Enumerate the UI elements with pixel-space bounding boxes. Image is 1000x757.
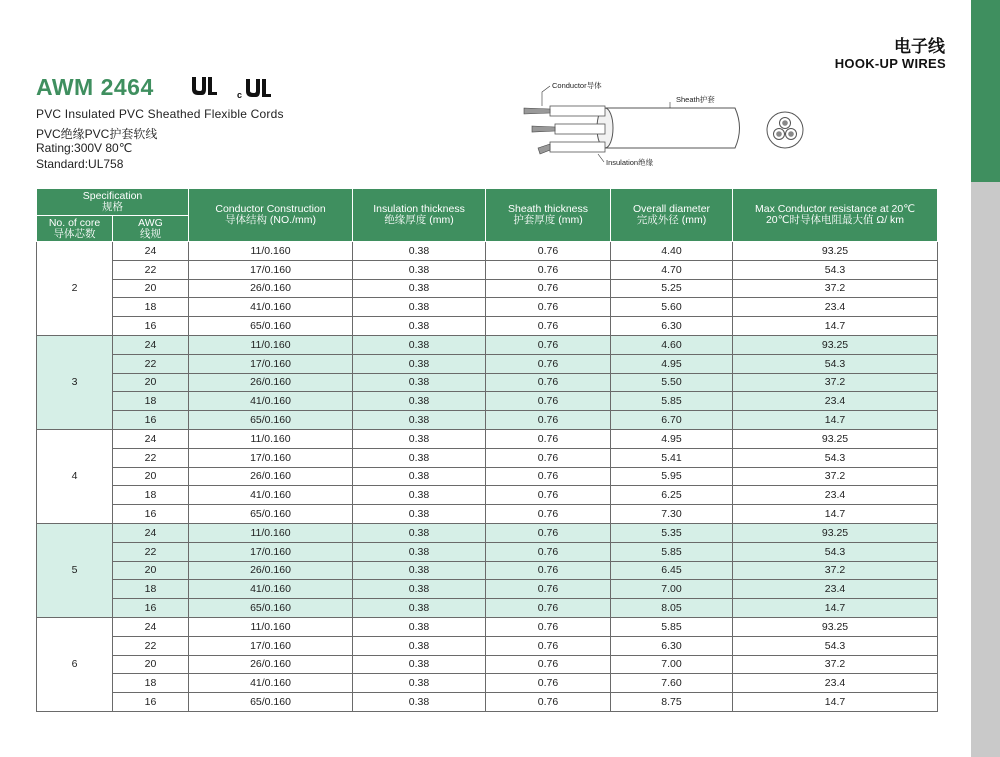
awg-cell: 24 xyxy=(113,429,189,448)
table-row xyxy=(37,279,938,298)
conductor-construction-cell: 41/0.160 xyxy=(189,580,353,599)
overall-diameter-cell: 5.25 xyxy=(611,279,733,298)
sheath-thickness-cell: 0.76 xyxy=(486,693,611,712)
product-title: AWM 2464 xyxy=(36,74,154,100)
core-count-cell: 6 xyxy=(37,617,113,711)
awg-cell: 18 xyxy=(113,486,189,505)
sheath-thickness-cell: 0.76 xyxy=(486,260,611,279)
conductor-construction-cell: 65/0.160 xyxy=(189,411,353,430)
table-row xyxy=(37,599,938,618)
product-rating: Rating:300V 80℃ xyxy=(36,141,133,155)
max-resistance-cell: 93.25 xyxy=(733,429,938,448)
insulation-label: Insulation绝缘 xyxy=(606,158,654,167)
conductor-construction-cell: 11/0.160 xyxy=(189,335,353,354)
awg-cell: 18 xyxy=(113,392,189,411)
conductor-construction-cn: 导体结构 (NO./mm) xyxy=(225,214,317,226)
awg-cell: 20 xyxy=(113,467,189,486)
cul-logo-icon xyxy=(237,76,273,100)
overall-diameter-cell: 7.60 xyxy=(611,674,733,693)
product-description-en: PVC Insulated PVC Sheathed Flexible Cords xyxy=(36,107,284,121)
max-resistance-cell: 37.2 xyxy=(733,467,938,486)
insulation-thickness-cell: 0.38 xyxy=(353,617,486,636)
awg-cell: 16 xyxy=(113,599,189,618)
awg-cell: 18 xyxy=(113,298,189,317)
core-group xyxy=(37,429,938,523)
awg-cell: 22 xyxy=(113,636,189,655)
table-row xyxy=(37,674,938,693)
conductor-construction-cell: 41/0.160 xyxy=(189,392,353,411)
conductor-construction-cell: 65/0.160 xyxy=(189,505,353,524)
sheath-thickness-cell: 0.76 xyxy=(486,448,611,467)
table-row xyxy=(37,486,938,505)
sheath-thickness-cell: 0.76 xyxy=(486,523,611,542)
table-row xyxy=(37,298,938,317)
sheath-thickness-cn: 护套厚度 (mm) xyxy=(513,214,583,226)
conductor-construction-cell: 26/0.160 xyxy=(189,467,353,486)
awg-cell: 24 xyxy=(113,242,189,261)
product-description-cn: PVC绝缘PVC护套软线 xyxy=(36,127,158,141)
table-row xyxy=(37,523,938,542)
overall-diameter-cell: 7.30 xyxy=(611,505,733,524)
side-gray-bar xyxy=(971,182,1000,757)
table-row xyxy=(37,561,938,580)
overall-diameter-cell: 6.30 xyxy=(611,317,733,336)
core-count-cn: 导体芯数 xyxy=(53,227,96,240)
max-resistance-cell: 23.4 xyxy=(733,392,938,411)
sheath-thickness-cell: 0.76 xyxy=(486,655,611,674)
max-resistance-cell: 14.7 xyxy=(733,505,938,524)
max-resistance-cn: 20℃时导体电阻最大值 Ω/ km xyxy=(765,214,905,226)
overall-diameter-cell: 5.85 xyxy=(611,542,733,561)
max-resistance-cell: 54.3 xyxy=(733,354,938,373)
sheath-thickness-cell: 0.76 xyxy=(486,411,611,430)
cable-cross-section-icon xyxy=(765,110,805,150)
insulation-thickness-cell: 0.38 xyxy=(353,505,486,524)
overall-diameter-cell: 6.30 xyxy=(611,636,733,655)
table-row xyxy=(37,317,938,336)
cable-structure-diagram xyxy=(520,78,750,170)
insulation-thickness-cell: 0.38 xyxy=(353,317,486,336)
overall-diameter-cn: 完成外径 (mm) xyxy=(636,214,707,226)
overall-diameter-cell: 5.50 xyxy=(611,373,733,392)
awg-cell: 18 xyxy=(113,580,189,599)
max-resistance-cell: 14.7 xyxy=(733,411,938,430)
insulation-thickness-cell: 0.38 xyxy=(353,298,486,317)
max-resistance-cell: 93.25 xyxy=(733,242,938,261)
overall-diameter-cell: 5.41 xyxy=(611,448,733,467)
conductor-construction-cell: 65/0.160 xyxy=(189,317,353,336)
awg-cell: 20 xyxy=(113,655,189,674)
category-title-en: HOOK-UP WIRES xyxy=(834,56,946,71)
core-count-cell: 5 xyxy=(37,523,113,617)
conductor-construction-cell: 11/0.160 xyxy=(189,242,353,261)
awg-cell: 24 xyxy=(113,617,189,636)
sheath-thickness-cell: 0.76 xyxy=(486,542,611,561)
core-count-en: No. of core xyxy=(48,216,101,229)
conductor-construction-cell: 26/0.160 xyxy=(189,279,353,298)
overall-diameter-cell: 6.25 xyxy=(611,486,733,505)
max-resistance-cell: 37.2 xyxy=(733,279,938,298)
overall-diameter-cell: 5.35 xyxy=(611,523,733,542)
insulation-thickness-cell: 0.38 xyxy=(353,335,486,354)
conductor-construction-en: Conductor Construction xyxy=(215,203,326,215)
table-row xyxy=(37,505,938,524)
insulation-thickness-cell: 0.38 xyxy=(353,580,486,599)
overall-diameter-cell: 4.40 xyxy=(611,242,733,261)
awg-cell: 24 xyxy=(113,523,189,542)
sheath-thickness-cell: 0.76 xyxy=(486,580,611,599)
max-resistance-cell: 93.25 xyxy=(733,335,938,354)
sheath-thickness-cell: 0.76 xyxy=(486,617,611,636)
overall-diameter-cell: 4.95 xyxy=(611,354,733,373)
table-row xyxy=(37,617,938,636)
overall-diameter-cell: 6.45 xyxy=(611,561,733,580)
insulation-thickness-cell: 0.38 xyxy=(353,279,486,298)
sheath-thickness-cell: 0.76 xyxy=(486,242,611,261)
conductor-construction-header xyxy=(189,189,353,242)
awg-cell: 18 xyxy=(113,674,189,693)
core-group xyxy=(37,617,938,711)
insulation-thickness-cell: 0.38 xyxy=(353,674,486,693)
max-resistance-cell: 93.25 xyxy=(733,523,938,542)
max-resistance-cell: 37.2 xyxy=(733,373,938,392)
overall-diameter-cell: 7.00 xyxy=(611,580,733,599)
overall-diameter-cell: 8.75 xyxy=(611,693,733,712)
conductor-construction-cell: 17/0.160 xyxy=(189,636,353,655)
insulation-thickness-cell: 0.38 xyxy=(353,392,486,411)
core-count-header xyxy=(37,216,113,242)
overall-diameter-cell: 8.05 xyxy=(611,599,733,618)
spec-header-cn: 规格 xyxy=(102,201,123,213)
overall-diameter-cell: 5.85 xyxy=(611,617,733,636)
awg-cell: 16 xyxy=(113,317,189,336)
sheath-thickness-cell: 0.76 xyxy=(486,317,611,336)
table-row xyxy=(37,429,938,448)
core-count-cell: 2 xyxy=(37,242,113,336)
sheath-thickness-cell: 0.76 xyxy=(486,636,611,655)
table-row xyxy=(37,411,938,430)
max-resistance-cell: 37.2 xyxy=(733,655,938,674)
awg-cell: 22 xyxy=(113,354,189,373)
sheath-thickness-cell: 0.76 xyxy=(486,505,611,524)
conductor-construction-cell: 41/0.160 xyxy=(189,486,353,505)
awg-cell: 20 xyxy=(113,373,189,392)
insulation-thickness-cell: 0.38 xyxy=(353,693,486,712)
max-resistance-header xyxy=(733,189,938,242)
max-resistance-cell: 54.3 xyxy=(733,260,938,279)
conductor-construction-cell: 11/0.160 xyxy=(189,523,353,542)
overall-diameter-cell: 5.85 xyxy=(611,392,733,411)
insulation-thickness-cell: 0.38 xyxy=(353,260,486,279)
core-count-cell: 3 xyxy=(37,335,113,429)
table-row xyxy=(37,260,938,279)
spec-table xyxy=(36,188,938,712)
table-row xyxy=(37,655,938,674)
insulation-thickness-cell: 0.38 xyxy=(353,429,486,448)
insulation-thickness-cell: 0.38 xyxy=(353,523,486,542)
table-row xyxy=(37,335,938,354)
conductor-construction-cell: 11/0.160 xyxy=(189,617,353,636)
max-resistance-cell: 23.4 xyxy=(733,298,938,317)
sheath-thickness-cell: 0.76 xyxy=(486,354,611,373)
awg-cell: 22 xyxy=(113,260,189,279)
overall-diameter-en: Overall diameter xyxy=(633,203,711,215)
insulation-thickness-cell: 0.38 xyxy=(353,542,486,561)
insulation-thickness-cell: 0.38 xyxy=(353,448,486,467)
sheath-thickness-header xyxy=(486,189,611,242)
sheath-thickness-cell: 0.76 xyxy=(486,486,611,505)
awg-cell: 20 xyxy=(113,279,189,298)
category-title-cn: 电子线 xyxy=(894,37,945,56)
sheath-label: Sheath护套 xyxy=(676,95,715,104)
core-count-cell: 4 xyxy=(37,429,113,523)
overall-diameter-cell: 7.00 xyxy=(611,655,733,674)
table-row xyxy=(37,580,938,599)
conductor-construction-cell: 17/0.160 xyxy=(189,542,353,561)
sheath-thickness-cell: 0.76 xyxy=(486,298,611,317)
max-resistance-cell: 23.4 xyxy=(733,580,938,599)
sheath-thickness-cell: 0.76 xyxy=(486,429,611,448)
overall-diameter-cell: 5.95 xyxy=(611,467,733,486)
table-row xyxy=(37,636,938,655)
core-group xyxy=(37,335,938,429)
overall-diameter-cell: 5.60 xyxy=(611,298,733,317)
awg-cell: 20 xyxy=(113,561,189,580)
conductor-construction-cell: 41/0.160 xyxy=(189,674,353,693)
insulation-thickness-header xyxy=(353,189,486,242)
conductor-construction-cell: 26/0.160 xyxy=(189,655,353,674)
sheath-thickness-cell: 0.76 xyxy=(486,599,611,618)
conductor-construction-cell: 26/0.160 xyxy=(189,561,353,580)
awg-cell: 16 xyxy=(113,693,189,712)
table-row xyxy=(37,693,938,712)
insulation-thickness-cell: 0.38 xyxy=(353,561,486,580)
insulation-thickness-cell: 0.38 xyxy=(353,655,486,674)
spec-header-en: Specification xyxy=(82,190,143,202)
ul-logo-icon xyxy=(189,74,219,98)
sheath-thickness-cell: 0.76 xyxy=(486,373,611,392)
conductor-construction-cell: 17/0.160 xyxy=(189,354,353,373)
max-resistance-cell: 54.3 xyxy=(733,636,938,655)
awg-en: AWG xyxy=(138,216,163,229)
awg-cell: 16 xyxy=(113,505,189,524)
insulation-thickness-cell: 0.38 xyxy=(353,467,486,486)
max-resistance-cell: 37.2 xyxy=(733,561,938,580)
table-row xyxy=(37,542,938,561)
max-resistance-cell: 54.3 xyxy=(733,542,938,561)
insulation-thickness-cell: 0.38 xyxy=(353,636,486,655)
awg-cell: 22 xyxy=(113,448,189,467)
conductor-construction-cell: 17/0.160 xyxy=(189,448,353,467)
insulation-thickness-en: Insulation thickness xyxy=(373,203,465,215)
max-resistance-cell: 23.4 xyxy=(733,674,938,693)
max-resistance-cell: 54.3 xyxy=(733,448,938,467)
max-resistance-cell: 14.7 xyxy=(733,599,938,618)
awg-cell: 22 xyxy=(113,542,189,561)
max-resistance-en: Max Conductor resistance at 20℃ xyxy=(754,203,916,215)
conductor-construction-cell: 65/0.160 xyxy=(189,693,353,712)
overall-diameter-cell: 4.95 xyxy=(611,429,733,448)
overall-diameter-cell: 4.60 xyxy=(611,335,733,354)
sheath-thickness-cell: 0.76 xyxy=(486,335,611,354)
sheath-thickness-cell: 0.76 xyxy=(486,392,611,411)
insulation-thickness-cell: 0.38 xyxy=(353,242,486,261)
conductor-construction-cell: 11/0.160 xyxy=(189,429,353,448)
sheath-thickness-cell: 0.76 xyxy=(486,561,611,580)
overall-diameter-cell: 6.70 xyxy=(611,411,733,430)
table-row xyxy=(37,448,938,467)
overall-diameter-cell: 4.70 xyxy=(611,260,733,279)
awg-cell: 16 xyxy=(113,411,189,430)
conductor-construction-cell: 17/0.160 xyxy=(189,260,353,279)
sheath-thickness-en: Sheath thickness xyxy=(508,203,588,215)
side-accent-bar xyxy=(971,0,1000,182)
max-resistance-cell: 93.25 xyxy=(733,617,938,636)
product-standard: Standard:UL758 xyxy=(36,157,124,171)
svg-text:c: c xyxy=(237,90,243,100)
overall-diameter-header xyxy=(611,189,733,242)
table-row xyxy=(37,467,938,486)
spec-header xyxy=(37,189,189,216)
core-group xyxy=(37,242,938,336)
max-resistance-cell: 23.4 xyxy=(733,486,938,505)
insulation-thickness-cn: 绝缘厚度 (mm) xyxy=(384,214,454,226)
max-resistance-cell: 14.7 xyxy=(733,693,938,712)
max-resistance-cell: 14.7 xyxy=(733,317,938,336)
conductor-construction-cell: 65/0.160 xyxy=(189,599,353,618)
insulation-thickness-cell: 0.38 xyxy=(353,411,486,430)
conductor-label: Conductor导体 xyxy=(552,81,602,90)
awg-cn: 线规 xyxy=(140,227,161,240)
table-row xyxy=(37,242,938,261)
insulation-thickness-cell: 0.38 xyxy=(353,486,486,505)
sheath-thickness-cell: 0.76 xyxy=(486,467,611,486)
insulation-thickness-cell: 0.38 xyxy=(353,354,486,373)
awg-header xyxy=(113,216,189,242)
table-row xyxy=(37,373,938,392)
conductor-construction-cell: 41/0.160 xyxy=(189,298,353,317)
sheath-thickness-cell: 0.76 xyxy=(486,279,611,298)
table-row xyxy=(37,354,938,373)
insulation-thickness-cell: 0.38 xyxy=(353,373,486,392)
insulation-thickness-cell: 0.38 xyxy=(353,599,486,618)
conductor-construction-cell: 26/0.160 xyxy=(189,373,353,392)
awg-cell: 24 xyxy=(113,335,189,354)
table-row xyxy=(37,392,938,411)
sheath-thickness-cell: 0.76 xyxy=(486,674,611,693)
core-group xyxy=(37,523,938,617)
